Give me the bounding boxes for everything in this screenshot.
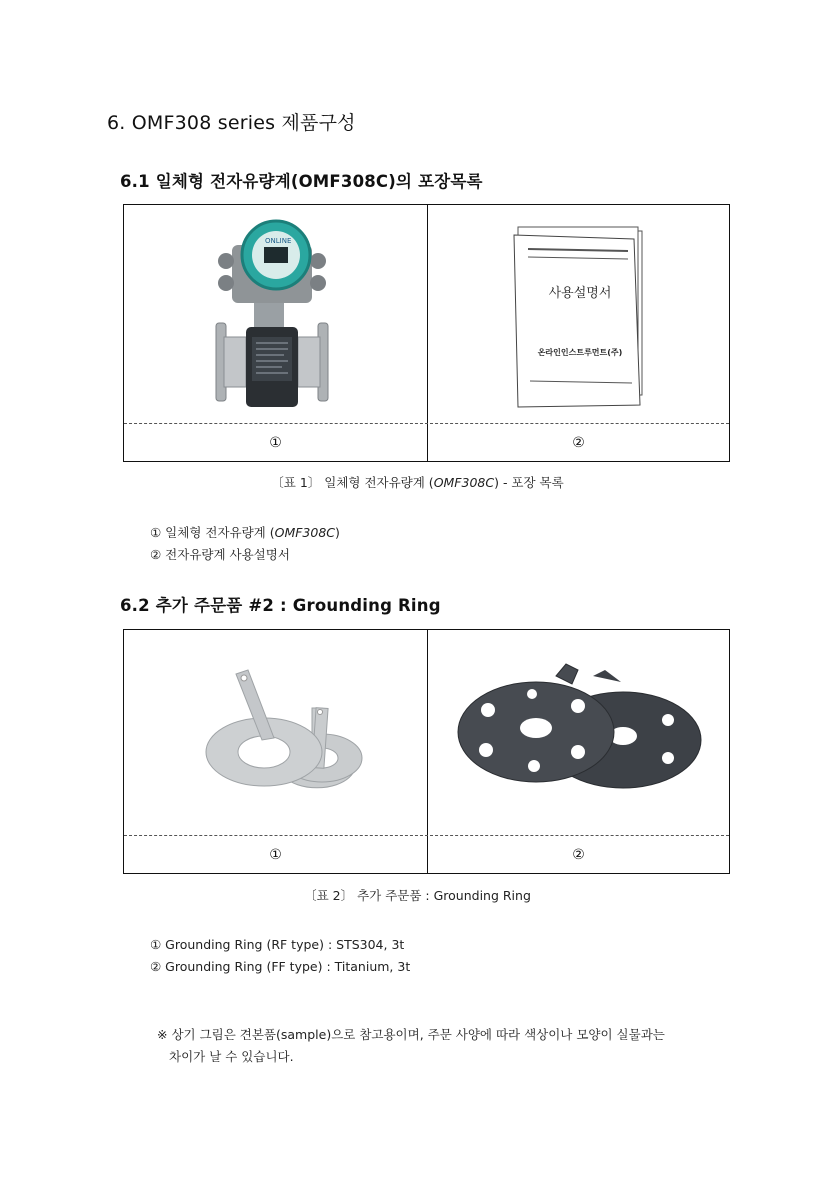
manual-company: 온라인인스트루먼트(주) [537,348,623,357]
ff-ring-cell [427,630,731,835]
caption-suffix: ) - 포장 목록 [494,475,564,490]
ring-list [150,934,410,978]
section-title-6-1: 6.1 일체형 전자유량계(OMF308C)의 포장목록 [120,172,483,191]
caption-model: OMF308C [433,475,495,490]
package-table [123,204,730,462]
table1-caption [0,473,835,491]
list-item: ① 일체형 전자유량계 (OMF308C) [150,525,340,540]
disclaimer-note [157,1024,797,1068]
cell-label-2: ② [427,424,729,461]
list-item: ① Grounding Ring (RF type) : STS304, 3t [150,937,405,952]
section-title-6-2: 6.2 추가 주문품 #2 : Grounding Ring [120,596,441,615]
caption-prefix: 〔표 1〕 일체형 전자유량계 ( [271,475,434,490]
page-heading: 6. OMF308 series 제품구성 [107,112,356,134]
rf-ring-cell [124,630,427,835]
list-item: ② 전자유량계 사용설명서 [150,547,290,562]
ff-ring-image [428,630,731,834]
grounding-ring-table [123,629,730,874]
manual-image [428,205,731,421]
manual-cell [427,205,731,423]
cell-label-2: ② [427,836,729,873]
manual-title: 사용설명서 [548,286,612,301]
flowmeter-brand: ONLINE [265,237,292,245]
flowmeter-cell [124,205,427,423]
rf-ring-image [124,630,424,834]
note-line-2: 차이가 날 수 있습니다. [169,1049,294,1064]
package-list [150,522,340,566]
cell-label-1: ① [269,434,282,451]
flowmeter-image [124,205,424,421]
table2-caption: 〔표 2〕 추가 주문품 : Grounding Ring [304,888,531,903]
list-item: ② Grounding Ring (FF type) : Titanium, 3t [150,959,411,974]
cell-label-1: ① [269,846,282,863]
note-line-1: ※ 상기 그림은 견본품(sample)으로 참고용이며, 주문 사양에 따라 색상이나 모양이 실물과는 [157,1027,665,1042]
